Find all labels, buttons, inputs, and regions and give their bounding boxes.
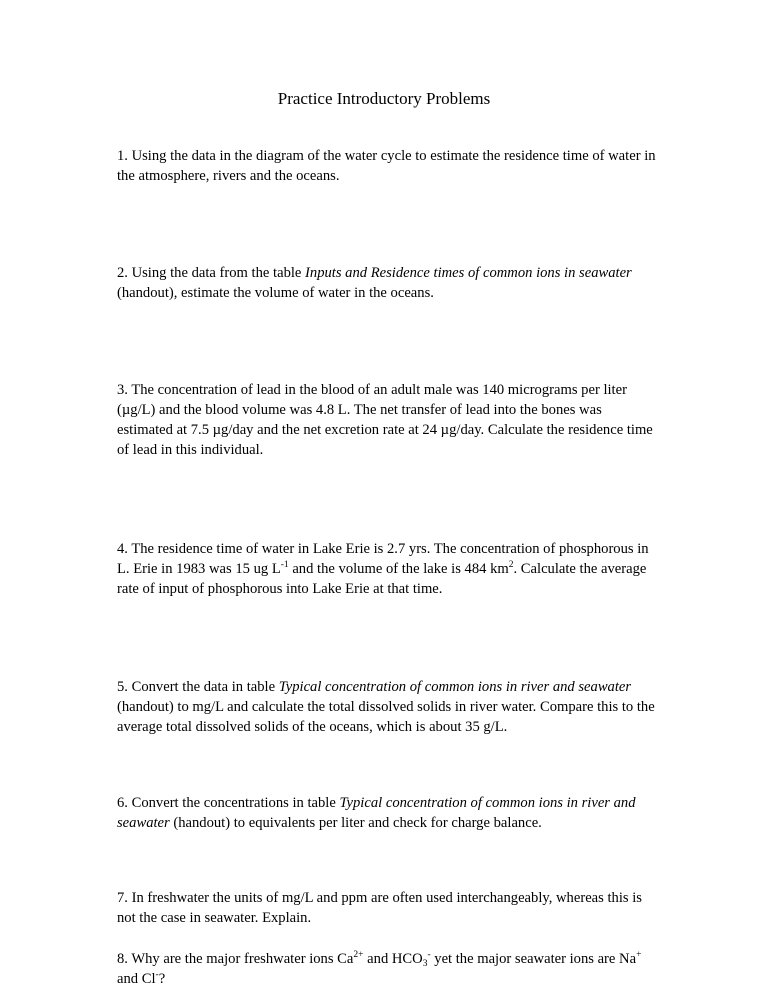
problem-3: [117, 380, 657, 460]
problem-5-text-post: (handout) to mg/L and calculate the total dissolved solids in river water. Compare this to the average total dissolved solids of the oceans, which is about 35 g/L.: [117, 699, 655, 735]
problem-6: [117, 793, 657, 833]
problem-8-charge-hco3: -: [427, 950, 431, 960]
problem-2-text-post: (handout), estimate the volume of water in the oceans.: [117, 285, 434, 301]
page-title: Practice Introductory Problems: [277, 89, 491, 108]
problem-8-text-a: 8. Why are the major freshwater ions Ca: [117, 951, 354, 967]
problem-7-text: 7. In freshwater the units of mg/L and ppm are often used interchangeably, whereas this is not the case in seawater. Explain.: [117, 890, 642, 926]
problem-8: [117, 949, 657, 989]
problem-1-text: 1. Using the data in the diagram of the water cycle to estimate the residence time of water in the atmosphere, rivers and the oceans.: [117, 148, 656, 184]
problem-6-text-post: (handout) to equivalents per liter and check for charge balance.: [169, 815, 542, 831]
problem-8-charge-ca: 2+: [353, 950, 364, 960]
problem-8-text-c: yet the major seawater ions are Na: [430, 951, 637, 967]
problem-2: [117, 263, 657, 303]
problem-8-charge-na: +: [636, 950, 642, 960]
problem-4-exponent-2: 2: [508, 560, 514, 570]
problem-8-text-b: and HCO: [363, 951, 423, 967]
problem-4-text-c: . Calculate the average rate of input of phosphorous into Lake Erie at that time.: [117, 561, 647, 597]
problem-4-text-a: 4. The residence time of water in Lake Erie is 2.7 yrs. The concentration of phosphorous in L. Erie in 1983 was 15 ug L: [117, 541, 649, 577]
problem-4: [117, 539, 657, 599]
problem-2-table-title: Inputs and Residence times of common ions in seawater: [305, 265, 632, 281]
problem-1: [117, 146, 657, 186]
problem-6-table-title: Typical concentration of common ions in river and seawater: [117, 795, 636, 831]
problem-4-exponent-1: -1: [280, 560, 289, 570]
problem-5: [117, 677, 657, 737]
problem-5-table-title: Typical concentration of common ions in river and seawater: [278, 679, 632, 695]
problem-4-text-b: and the volume of the lake is 484 km: [288, 561, 509, 577]
problem-8-text-d: and Cl: [117, 971, 156, 987]
problem-2-text-pre: 2. Using the data from the table: [117, 265, 306, 281]
problem-3-text: 3. The concentration of lead in the blood of an adult male was 140 micrograms per liter (µg/L) and the blood volume was 4.8 L. The net transfer of lead into the bones was estimated at 7.5 µg/day and the net excretion rate at 24 µg/day. Calculate the residence time of lead in this individual.: [117, 382, 653, 458]
problem-5-text-pre: 5. Convert the data in table: [117, 679, 279, 695]
problem-8-text-e: ?: [158, 971, 166, 987]
problem-6-text-pre: 6. Convert the concentrations in table: [117, 795, 340, 811]
problem-7: [117, 888, 657, 928]
problem-8-charge-cl: -: [155, 970, 159, 980]
problem-8-subscript-3: 3: [422, 959, 428, 969]
